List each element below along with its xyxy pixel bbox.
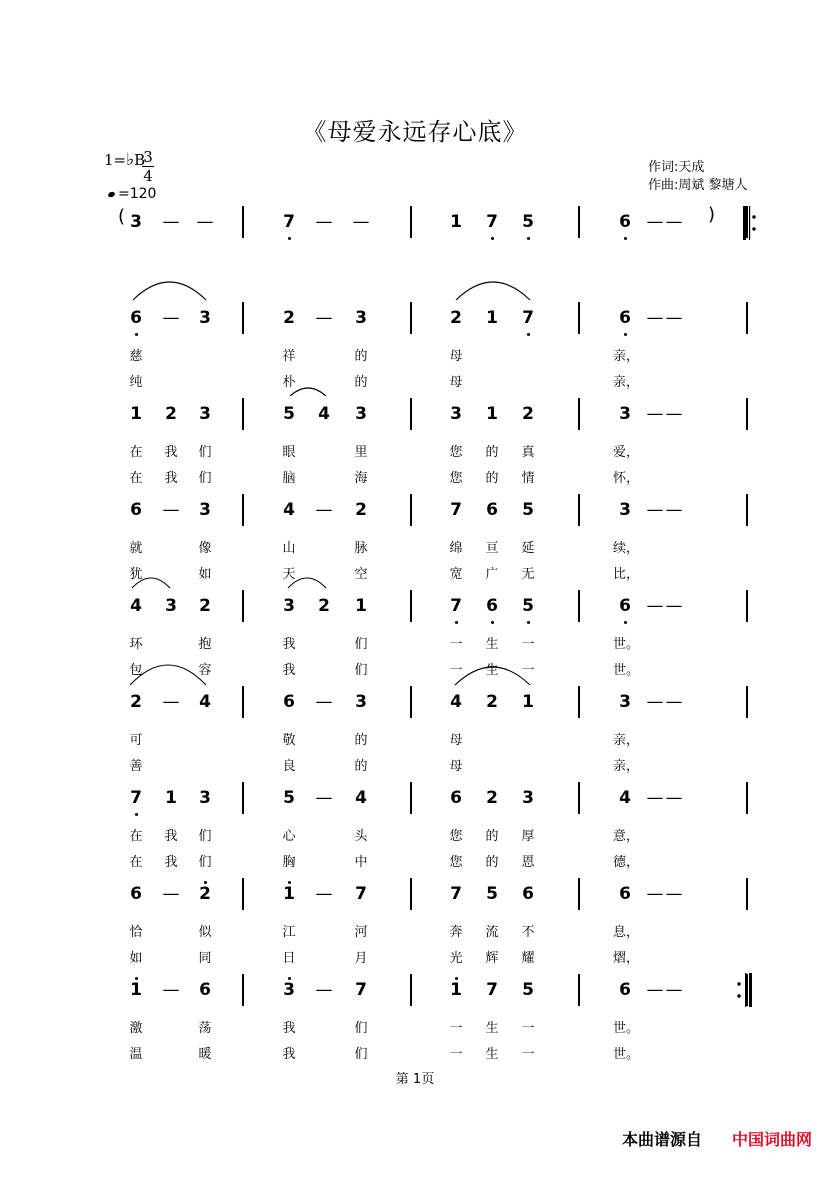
lyric-syllable: 空 [354, 567, 368, 582]
note: 2 [450, 308, 462, 328]
note: 7 [355, 980, 367, 1000]
lyric-syllable: 一 [521, 1047, 535, 1062]
note: 1 [450, 212, 462, 232]
sustain-dash: — [196, 212, 214, 232]
sustain-dash: — [646, 308, 664, 328]
note: 6 [619, 212, 631, 232]
note: 1 [165, 788, 177, 808]
sustain-dash: — [665, 980, 683, 1000]
note: 6 [199, 980, 211, 1000]
slur-icon [288, 578, 326, 588]
lyric-syllable: 不 [521, 925, 535, 940]
lyric-syllable: 我 [164, 445, 178, 460]
sustain-dash: — [646, 212, 664, 232]
note: 2 [355, 500, 367, 520]
lyric-syllable: 在 [129, 855, 143, 870]
lyric-syllable: 在 [129, 829, 143, 844]
note: 3 [355, 692, 367, 712]
note: 2 [486, 788, 498, 808]
sustain-dash: — [352, 212, 370, 232]
note: 3 [130, 212, 142, 232]
lyric-syllable: 的 [485, 829, 499, 844]
lyric-syllable: 亲， [613, 375, 640, 390]
sustain-dash: — [315, 308, 333, 328]
note: 6 [619, 596, 631, 616]
sustain-dash: — [162, 692, 180, 712]
note: 3 [199, 788, 211, 808]
time-top: 3 [143, 148, 153, 166]
lyric-syllable: 真 [521, 445, 535, 460]
lyric-syllable: 如 [198, 567, 212, 582]
sustain-dash: — [646, 596, 664, 616]
lyric-syllable: 温 [129, 1047, 143, 1062]
lyric-syllable: 月 [354, 951, 368, 966]
sustain-dash: — [315, 500, 333, 520]
lyric-syllable: 我 [164, 855, 178, 870]
lyric-syllable: 容 [198, 663, 212, 678]
repeat-end-icon [737, 973, 752, 1007]
key-prefix: 1= [104, 151, 127, 169]
lyric-syllable: 亘 [485, 541, 499, 556]
lyric-syllable: 生 [485, 637, 499, 652]
note: 5 [522, 500, 534, 520]
lyric-syllable: 日 [282, 951, 296, 966]
lyric-syllable: 的 [354, 375, 368, 390]
sustain-dash: — [646, 404, 664, 424]
note: 2 [130, 692, 142, 712]
lyric-syllable: 熠， [613, 951, 640, 966]
flat-icon: ♭ [126, 150, 135, 170]
lyric-syllable: 们 [198, 471, 212, 486]
lyric-syllable: 敬 [282, 733, 296, 748]
lyric-syllable: 山 [282, 541, 296, 556]
lyric-syllable: 如 [129, 951, 143, 966]
slur-icon [455, 667, 530, 685]
note: 1 [130, 980, 142, 1000]
lyric-syllable: 头 [354, 829, 368, 844]
lyric-syllable: 续， [613, 541, 640, 556]
lyric-syllable: 广 [485, 567, 499, 582]
note: 1 [130, 404, 142, 424]
note: 2 [486, 692, 498, 712]
lyric-syllable: 们 [354, 637, 368, 652]
note: 3 [355, 404, 367, 424]
sustain-dash: — [315, 788, 333, 808]
lyric-syllable: 亲， [613, 733, 640, 748]
note: 6 [522, 884, 534, 904]
sustain-dash: — [162, 980, 180, 1000]
note: 6 [450, 788, 462, 808]
lyric-syllable: 们 [198, 829, 212, 844]
lyric-syllable: 我 [164, 829, 178, 844]
lyric-syllable: 厚 [521, 829, 535, 844]
lyric-syllable: 一 [449, 663, 463, 678]
note: 7 [450, 596, 462, 616]
lyric-syllable: 我 [282, 1021, 296, 1036]
lyric-syllable: 的 [354, 349, 368, 364]
lyricist-credit: 作词:天成 [648, 160, 705, 175]
lyric-syllable: 辉 [485, 951, 499, 966]
note: 4 [318, 404, 330, 424]
slur-icon [290, 388, 326, 396]
lyric-syllable: 耀 [521, 951, 535, 966]
lyric-syllable: 我 [164, 471, 178, 486]
slur-icon [133, 282, 206, 300]
note: 2 [522, 404, 534, 424]
note: 6 [130, 500, 142, 520]
intro-open-paren: ( [118, 206, 126, 227]
lyric-syllable: 荡 [198, 1021, 212, 1036]
lyric-syllable: 世。 [613, 663, 640, 678]
lyric-syllable: 包 [129, 663, 143, 678]
note: 5 [522, 596, 534, 616]
lyric-syllable: 生 [485, 1021, 499, 1036]
lyric-syllable: 祥 [282, 349, 296, 364]
sustain-dash: — [665, 884, 683, 904]
lyric-syllable: 一 [449, 1021, 463, 1036]
note: 2 [318, 596, 330, 616]
lyric-syllable: 世。 [613, 1021, 640, 1036]
lyric-syllable: 环 [129, 637, 143, 652]
lyric-syllable: 在 [129, 445, 143, 460]
lyric-syllable: 的 [485, 471, 499, 486]
note: 7 [450, 500, 462, 520]
lyric-syllable: 意， [613, 829, 640, 844]
lyric-syllable: 脑 [282, 471, 296, 486]
lyric-syllable: 我 [282, 637, 296, 652]
lyric-syllable: 里 [354, 445, 368, 460]
lyric-syllable: 良 [282, 759, 296, 774]
lyric-syllable: 海 [354, 471, 368, 486]
lyric-syllable: 生 [485, 1047, 499, 1062]
lyric-syllable: 犹 [129, 567, 143, 582]
sustain-dash: — [162, 308, 180, 328]
source-label: 本曲谱源自 [622, 1130, 703, 1149]
note: 3 [283, 980, 295, 1000]
sustain-dash: — [665, 788, 683, 808]
lyric-syllable: 延 [521, 541, 535, 556]
note: 6 [130, 308, 142, 328]
source-site: 中国词曲网 [732, 1130, 813, 1149]
lyric-syllable: 您 [449, 855, 463, 870]
lyric-syllable: 们 [354, 1021, 368, 1036]
note: 3 [619, 692, 631, 712]
lyric-syllable: 世。 [613, 637, 640, 652]
lyric-syllable: 中 [354, 855, 368, 870]
note: 3 [522, 788, 534, 808]
note: 1 [486, 308, 498, 328]
note: 3 [199, 404, 211, 424]
sustain-dash: — [162, 884, 180, 904]
lyric-syllable: 亲， [613, 349, 640, 364]
lyric-syllable: 胸 [282, 855, 296, 870]
lyric-syllable: 慈 [129, 349, 143, 364]
time-bottom: 4 [143, 167, 153, 185]
note: 2 [283, 308, 295, 328]
composer-credit: 作曲:周斌 黎塘人 [648, 178, 748, 193]
lyric-syllable: 母 [449, 759, 463, 774]
note: 7 [283, 212, 295, 232]
lyric-syllable: 一 [521, 663, 535, 678]
lyric-syllable: 们 [354, 1047, 368, 1062]
note: 6 [619, 884, 631, 904]
lyric-syllable: 们 [354, 663, 368, 678]
sustain-dash: — [315, 884, 333, 904]
note: 7 [486, 980, 498, 1000]
lyric-syllable: 在 [129, 471, 143, 486]
lyric-syllable: 善 [129, 759, 143, 774]
note: 3 [355, 308, 367, 328]
lyric-syllable: 激 [129, 1021, 143, 1036]
lyric-syllable: 我 [282, 1047, 296, 1062]
note: 3 [199, 500, 211, 520]
lyric-syllable: 爱， [613, 445, 640, 460]
note: 7 [355, 884, 367, 904]
lyric-syllable: 德， [613, 855, 640, 870]
note: 3 [619, 500, 631, 520]
sustain-dash: — [665, 596, 683, 616]
sustain-dash: — [665, 404, 683, 424]
sustain-dash: — [315, 212, 333, 232]
note: 6 [486, 596, 498, 616]
tempo-value: =120 [118, 186, 157, 202]
lyric-syllable: 像 [198, 541, 212, 556]
intro-close-paren: ) [708, 204, 716, 225]
slur-icon [130, 665, 206, 685]
sustain-dash: — [646, 692, 664, 712]
lyric-syllable: 息， [613, 925, 640, 940]
note: 3 [283, 596, 295, 616]
lyric-syllable: 宽 [449, 567, 463, 582]
lyric-syllable: 怀， [613, 471, 640, 486]
lyric-syllable: 情 [521, 471, 535, 486]
sustain-dash: — [162, 212, 180, 232]
lyric-syllable: 母 [449, 349, 463, 364]
note: 1 [486, 404, 498, 424]
slur-icon [456, 282, 530, 300]
sustain-dash: — [646, 788, 664, 808]
sustain-dash: — [646, 884, 664, 904]
lyric-syllable: 脉 [354, 541, 368, 556]
sustain-dash: — [646, 500, 664, 520]
note: 4 [199, 692, 211, 712]
note: 6 [130, 884, 142, 904]
lyric-syllable: 一 [521, 1021, 535, 1036]
lyric-syllable: 生 [485, 663, 499, 678]
note: 3 [165, 596, 177, 616]
note: 1 [450, 980, 462, 1000]
lyric-syllable: 光 [449, 951, 463, 966]
lyric-syllable: 一 [449, 637, 463, 652]
note: 5 [283, 788, 295, 808]
repeat-start-icon [743, 206, 756, 240]
sustain-dash: — [665, 308, 683, 328]
sustain-dash: — [665, 500, 683, 520]
lyric-syllable: 一 [521, 637, 535, 652]
sustain-dash: — [315, 980, 333, 1000]
note: 5 [522, 980, 534, 1000]
note: 1 [355, 596, 367, 616]
lyric-syllable: 的 [354, 733, 368, 748]
lyric-syllable: 们 [198, 445, 212, 460]
lyric-syllable: 您 [449, 445, 463, 460]
note: 6 [486, 500, 498, 520]
note: 7 [522, 308, 534, 328]
note: 4 [355, 788, 367, 808]
sustain-dash: — [162, 500, 180, 520]
lyric-syllable: 绵 [449, 541, 463, 556]
lyric-syllable: 可 [129, 733, 143, 748]
lyric-syllable: 世。 [613, 1047, 640, 1062]
note: 1 [522, 692, 534, 712]
note: 5 [283, 404, 295, 424]
note: 6 [283, 692, 295, 712]
sustain-dash: — [665, 692, 683, 712]
note: 2 [165, 404, 177, 424]
lyric-syllable: 奔 [449, 925, 463, 940]
key-note: B [134, 151, 146, 169]
lyric-syllable: 流 [485, 925, 499, 940]
lyric-syllable: 们 [198, 855, 212, 870]
note: 5 [486, 884, 498, 904]
lyric-syllable: 朴 [282, 375, 296, 390]
lyric-syllable: 江 [282, 925, 296, 940]
lyric-syllable: 似 [198, 925, 212, 940]
note: 4 [283, 500, 295, 520]
note: 4 [619, 788, 631, 808]
lyric-syllable: 暖 [198, 1047, 212, 1062]
note: 7 [450, 884, 462, 904]
lyric-syllable: 您 [449, 829, 463, 844]
lyric-syllable: 眼 [282, 445, 296, 460]
note: 6 [619, 980, 631, 1000]
lyric-syllable: 的 [354, 759, 368, 774]
note: 3 [619, 404, 631, 424]
lyric-syllable: 无 [521, 567, 535, 582]
lyric-syllable: 我 [282, 663, 296, 678]
note: 2 [199, 884, 211, 904]
note: 7 [486, 212, 498, 232]
note: 1 [283, 884, 295, 904]
lyric-syllable: 您 [449, 471, 463, 486]
lyric-syllable: 的 [485, 855, 499, 870]
lyric-syllable: 天 [282, 567, 296, 582]
lyric-syllable: 就 [129, 541, 143, 556]
lyric-syllable: 亲， [613, 759, 640, 774]
lyric-syllable: 的 [485, 445, 499, 460]
lyric-syllable: 纯 [129, 375, 143, 390]
lyric-syllable: 同 [198, 951, 212, 966]
lyric-syllable: 一 [449, 1047, 463, 1062]
lyric-syllable: 母 [449, 375, 463, 390]
sustain-dash: — [315, 692, 333, 712]
note: 3 [199, 308, 211, 328]
page-number: 第 1页 [395, 1072, 435, 1087]
sustain-dash: — [665, 212, 683, 232]
sustain-dash: — [646, 980, 664, 1000]
lyric-syllable: 河 [354, 925, 368, 940]
note: 6 [619, 308, 631, 328]
note: 5 [522, 212, 534, 232]
lyric-syllable: 母 [449, 733, 463, 748]
note: 7 [130, 788, 142, 808]
note: 4 [130, 596, 142, 616]
lyric-syllable: 恰 [129, 925, 143, 940]
note: 3 [450, 404, 462, 424]
song-title: 《母爱永远存心底》 [302, 118, 528, 146]
lyric-syllable: 比， [613, 567, 640, 582]
note: 4 [450, 692, 462, 712]
note: 2 [199, 596, 211, 616]
lyric-syllable: 恩 [521, 855, 535, 870]
lyric-syllable: 心 [282, 829, 296, 844]
lyric-syllable: 抱 [198, 637, 212, 652]
slur-icon [132, 578, 170, 588]
